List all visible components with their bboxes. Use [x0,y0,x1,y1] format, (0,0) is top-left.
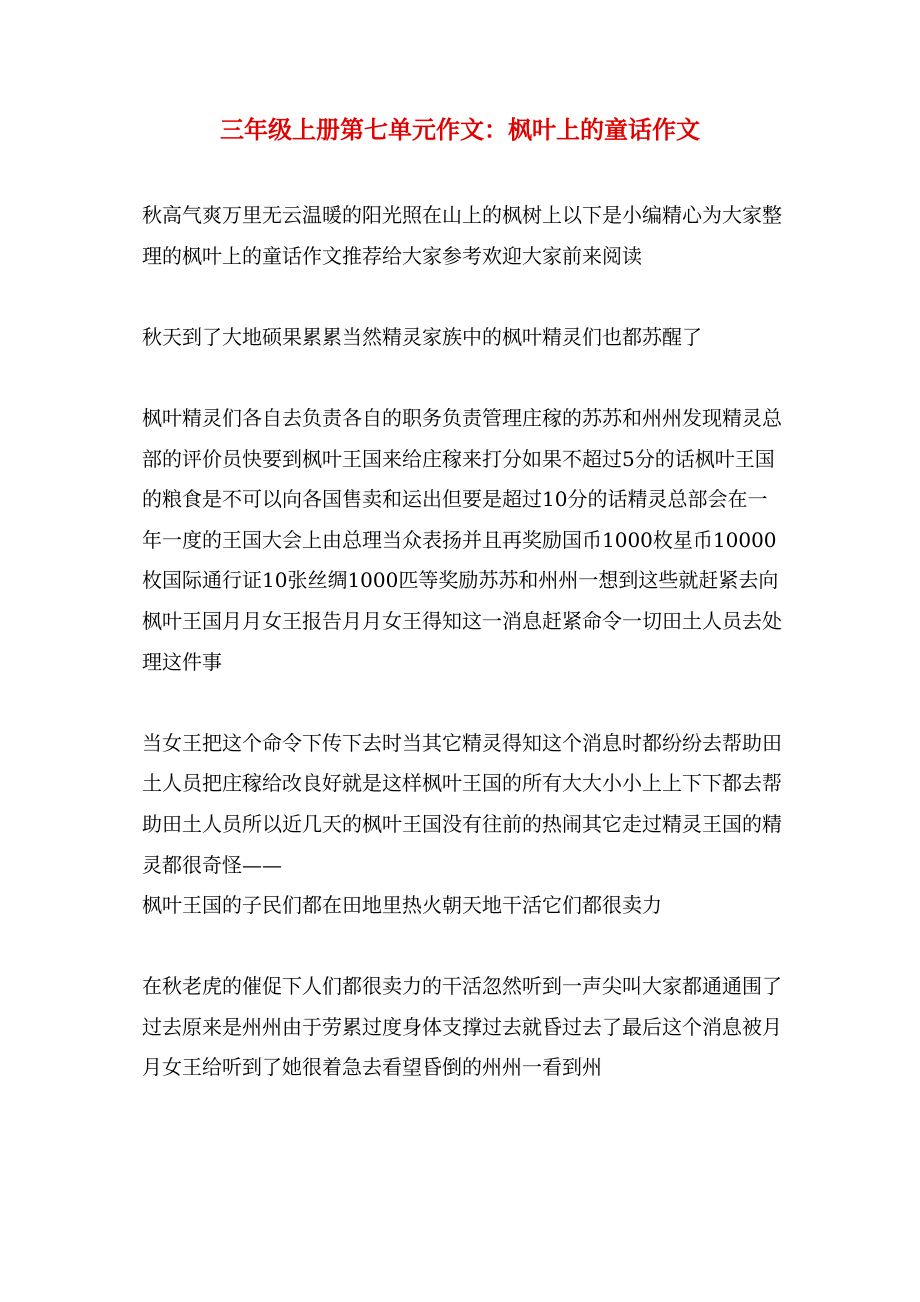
paragraph: 秋天到了大地硕果累累当然精灵家族中的枫叶精灵们也都苏醒了 [142,324,702,349]
document-body [142,195,782,1129]
paragraph: 秋高气爽万里无云温暖的阳光照在山上的枫树上以下是小编精心为大家整理的枫叶上的童话作文推荐给大家参考欢迎大家前来阅读 [142,203,782,268]
paragraph: 枫叶精灵们各自去负责各自的职务负责管理庄稼的苏苏和州州发现精灵总部的评价员快要到枫叶王国来给庄稼来打分如果不超过5分的话枫叶王国的粮食是不可以向各国售卖和运出但要是超过10分的话精灵总部会在一年一度的王国大会上由总理当众表扬并且再奖励国币1000枚星币10000枚国际通行证10张丝绸1000匹等奖励苏苏和州州一想到这些就赶紧去向枫叶王国月月女王报告月月女王得知这一消息赶紧命令一切田土人员去处理这件事 [142,405,782,674]
paragraph: 在秋老虎的催促下人们都很卖力的干活忽然听到一声尖叫大家都通通围了过去原来是州州由于劳累过度身体支撑过去就昏过去了最后这个消息被月月女王给听到了她很着急去看望昏倒的州州一看到州 [142,974,782,1080]
paragraph: 当女王把这个命令下传下去时当其它精灵得知这个消息时都纷纷去帮助田土人员把庄稼给改良好就是这样枫叶王国的所有大大小小上上下下都去帮助田土人员所以近几天的枫叶王国没有往前的热闹其它走过精灵王国的精灵都很奇怪—— [142,730,782,877]
document-title: 三年级上册第七单元作文：枫叶上的童话作文 [220,115,700,144]
paragraph: 枫叶王国的子民们都在田地里热火朝天地干活它们都很卖力 [142,893,662,918]
